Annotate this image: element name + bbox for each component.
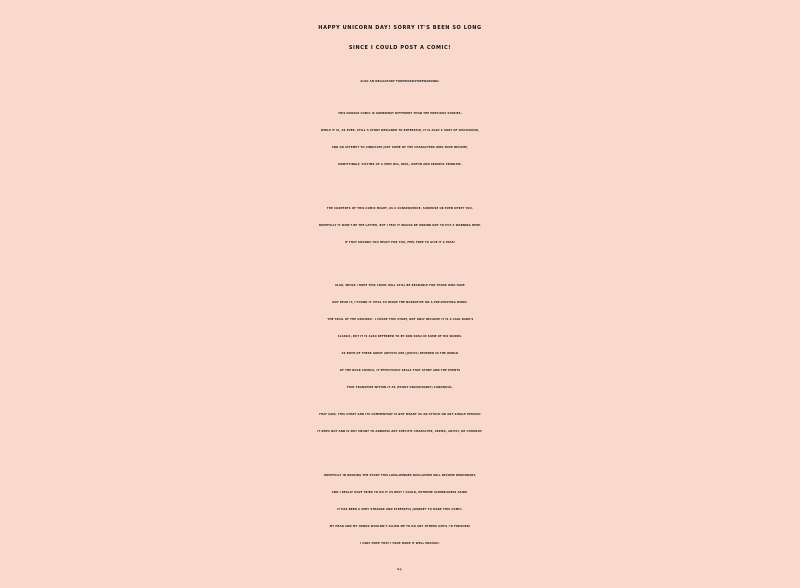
paragraph-3-line-1: ALSO, WHILE I HOPE THIS COMIC WILL STILL BE READABLE FOR THOSE WHO HAVE: [335, 284, 465, 287]
paragraph-4-line-2: IT DOES NOT AND IS NOT MEANT TO ADDRESS ANY SPECIFIC CHARACTER, SERIES, ARTIST, OR COMPANY.: [317, 430, 483, 433]
paragraph-5-line-1: HOPEFULLY IN READING THE STORY THIS LONG-WINDED DISCLAIMER WILL BECOME REDUNDANT,: [323, 474, 477, 477]
subtitle: ALSO AN OBLIGATORY FOREWORD/FOREWARNING:: [360, 80, 440, 83]
signature: S.J.: [397, 568, 403, 571]
paragraph-3-line-4: CLASSIC, BUT IT IS ALSO REFERRED TO BY DON ROSA IN SOME OF HIS WORKS.: [337, 335, 463, 338]
paragraph-2-line-3: IF THAT SOUNDS TOO HEAVY FOR YOU, FEEL FREE TO GIVE IT A PASS!: [344, 241, 456, 244]
paragraph-1-line-3: AND AN ATTEMPT TO VINDICATE JUST SOME OF THE CHARACTERS WHO HAVE BECOME,: [331, 146, 469, 149]
paragraph-4-line-1: THAT SAID, THIS STORY AND ITS COMMENTARY IS NOT MEANT AS AN ATTACK ON ANY SINGLE PERSON:: [319, 413, 481, 416]
paragraph-5-line-4: MY HEAD AND MY HANDS WOULDN'T ALLOW ME TO DO ANY OTHERS UNTIL I'D FINISHED!: [329, 525, 471, 528]
paragraph-3-line-7: THAT TRANSPIRE WITHIN IT AS (FAIRLY UNAVOIDABLY) CANONICAL.: [346, 386, 454, 389]
paragraph-3-line-5: AS BOTH OF THESE GREAT ARTISTS ARE (JUSTLY) REVERED IN THE WORLD: [341, 352, 459, 355]
paragraph-2-line-1: THE CONTENTS OF THIS COMIC MIGHT, AS A CONSEQUENCE, SURPRISE OR EVEN UPSET YOU.: [326, 207, 474, 210]
title-line-2: SINCE I COULD POST A COMIC!: [348, 45, 452, 51]
paragraph-3-line-3: [0, 318, 800, 321]
paragraph-3-line-2: NOT READ IT, I FOUND IT VITAL TO HINGE THE NARRATIVE ON A PRE-EXISTING WORK:: [332, 301, 468, 304]
paragraph-5-line-5: I ONLY HOPE THAT I HAVE DONE IT WELL ENOUGH.: [360, 542, 440, 545]
paragraph-1-line-2: WHILE IT IS, AS EVER, STILL A STORY DESIGNED TO ENTERTAIN, IT IS ALSO A SORT OF DISCUSSION,: [320, 129, 480, 132]
paragraph-1-line-4: UNWITTINGLY, VICTIMS OF A VERY BIG, REAL, UNFUN AND SERIOUS PROBLEM.: [338, 163, 462, 166]
title-line-1: HAPPY UNICORN DAY! SORRY IT'S BEEN SO LONG: [318, 25, 482, 31]
paragraph-2-line-2: HOPEFULLY IT WON'T BE THE LATTER, BUT I FELT IT WOULD BE UNKIND NOT TO PUT A WARNING HERE.: [318, 224, 482, 227]
paragraph-1-line-1: THIS DOODLE COMIC IS SOMEWHAT DIFFERENT THAN THE PREVIOUS STORIES.: [338, 112, 462, 115]
paragraph-3-line-6: OF THE DUCK COMICS, IT EFFECTIVELY SEALS THAT STORY AND THE EVENTS: [339, 369, 461, 372]
paragraph-3-line-3-rest: . I CHOSE THIS STORY, NOT ONLY BECAUSE IT IS A CARL BARK'S: [372, 318, 474, 321]
paragraph-5-line-2: AND I REALLY HAVE TRIED TO DO IT AS BEST I COULD, EXTREME SCRIBBLINESS ASIDE.: [331, 491, 469, 494]
story-title: 'THE TRAIL OF THE UNICORN': [326, 318, 373, 321]
paragraph-5-line-3: IT HAS BEEN A VERY STRANGE AND STRESSFUL JOURNEY TO MAKE THIS COMIC-: [337, 508, 463, 511]
